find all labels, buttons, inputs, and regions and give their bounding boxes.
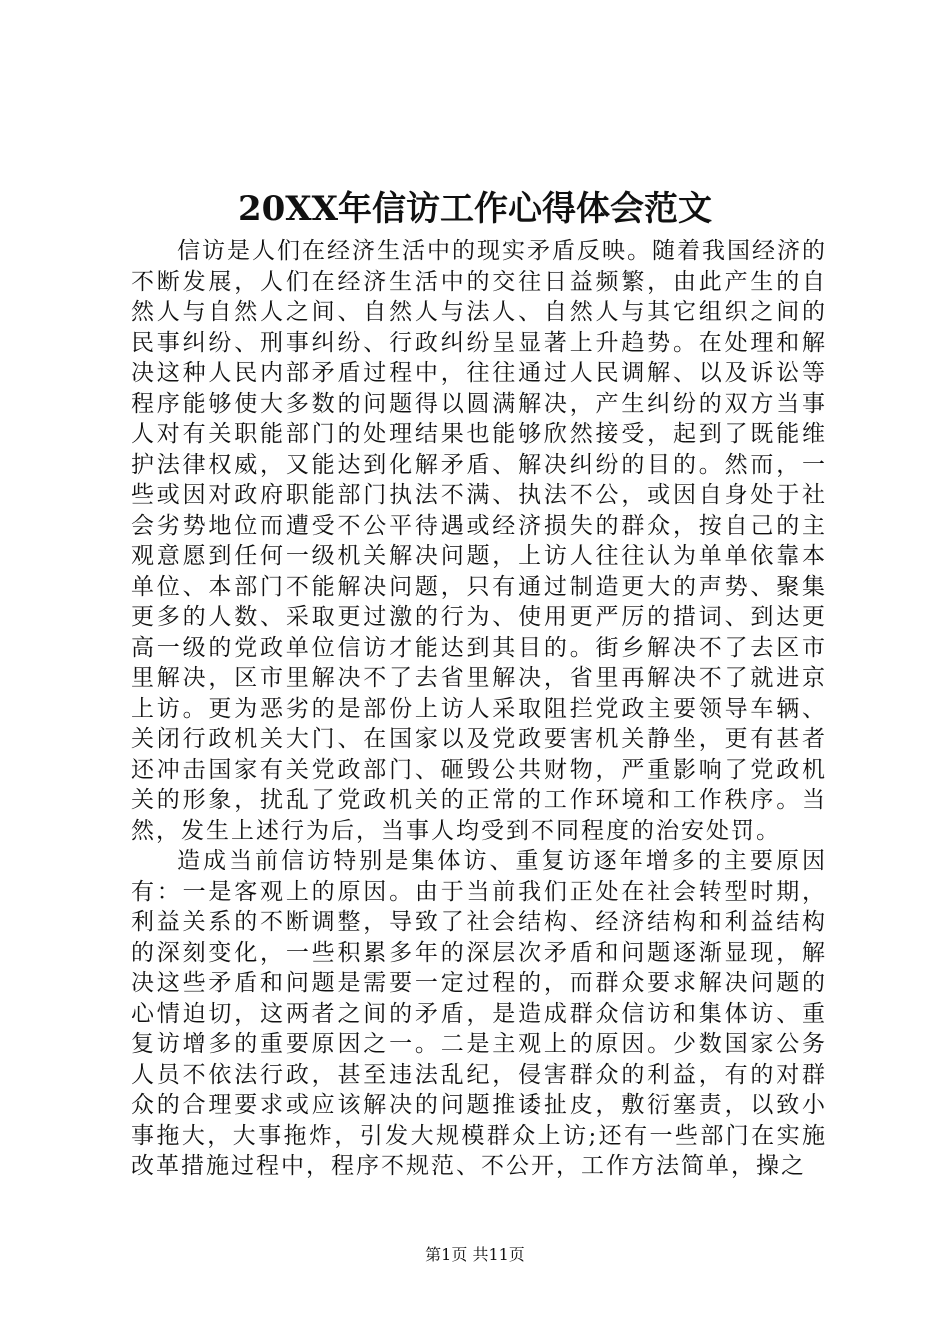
paragraph-2: 造成当前信访特别是集体访、重复访逐年增多的主要原因有：一是客观上的原因。由于当前我们正处在社会转型时期，利益关系的不断调整，导致了社会结构、经济结构和利益结构的深刻变化，一些积累多年的深层次矛盾和问题逐渐显现，解决这些矛盾和问题是需要一定过程的，而群众要求解决问题的心情迫切，这两者之间的矛盾，是造成群众信访和集体访、重复访增多的重要原因之一。二是主观上的原因。少数国家公务人员不依法行政，甚至违法乱纪，侵害群众的利益，有的对群众的合理要求或应该解决的问题推诿扯皮，敷衍塞责，以致小事拖大，大事拖炸，引发大规模群众上访;还有一些部门在实施改革措施过程中，程序不规范、不公开，工作方法简单，操之 [131, 848, 827, 1179]
paragraph-1: 信访是人们在经济生活中的现实矛盾反映。随着我国经济的不断发展，人们在经济生活中的交往日益频繁，由此产生的自然人与自然人之间、自然人与法人、自然人与其它组织之间的民事纠纷、刑事纠纷、行政纠纷呈显著上升趋势。在处理和解决这种人民内部矛盾过程中，往往通过人民调解、以及诉讼等程序能够使大多数的问题得以圆满解决，产生纠纷的双方当事人对有关职能部门的处理结果也能够欣然接受，起到了既能维护法律权威，又能达到化解矛盾、解决纠纷的目的。然而，一些或因对政府职能部门执法不满、执法不公，或因自身处于社会劣势地位而遭受不公平待遇或经济损失的群众，按自己的主观意愿到任何一级机关解决问题，上访人往往认为单单依靠本单位、本部门不能解决问题，只有通过制造更大的声势、聚集更多的人数、采取更过激的行为、使用更严厉的措词、到达更高一级的党政单位信访才能达到其目的。街乡解决不了去区市里解决，区市里解决不了去省里解决，省里再解决不了就进京上访。更为恶劣的是部份上访人采取阻拦党政主要领导车辆、关闭行政机关大门、在国家以及党政要害机关静坐，更有甚者还冲击国家有关党政部门、砸毁公共财物，严重影响了党政机关的形象，扰乱了党政机关的正常的工作环境和工作秩序。当然，发生上述行为后，当事人均受到不同程度的治安处罚。 [131, 238, 827, 844]
document-title: 20XX年信访工作心得体会范文 [237, 189, 713, 229]
page-number: 第1页 共11页 [425, 1245, 525, 1264]
document-body [131, 236, 827, 1182]
